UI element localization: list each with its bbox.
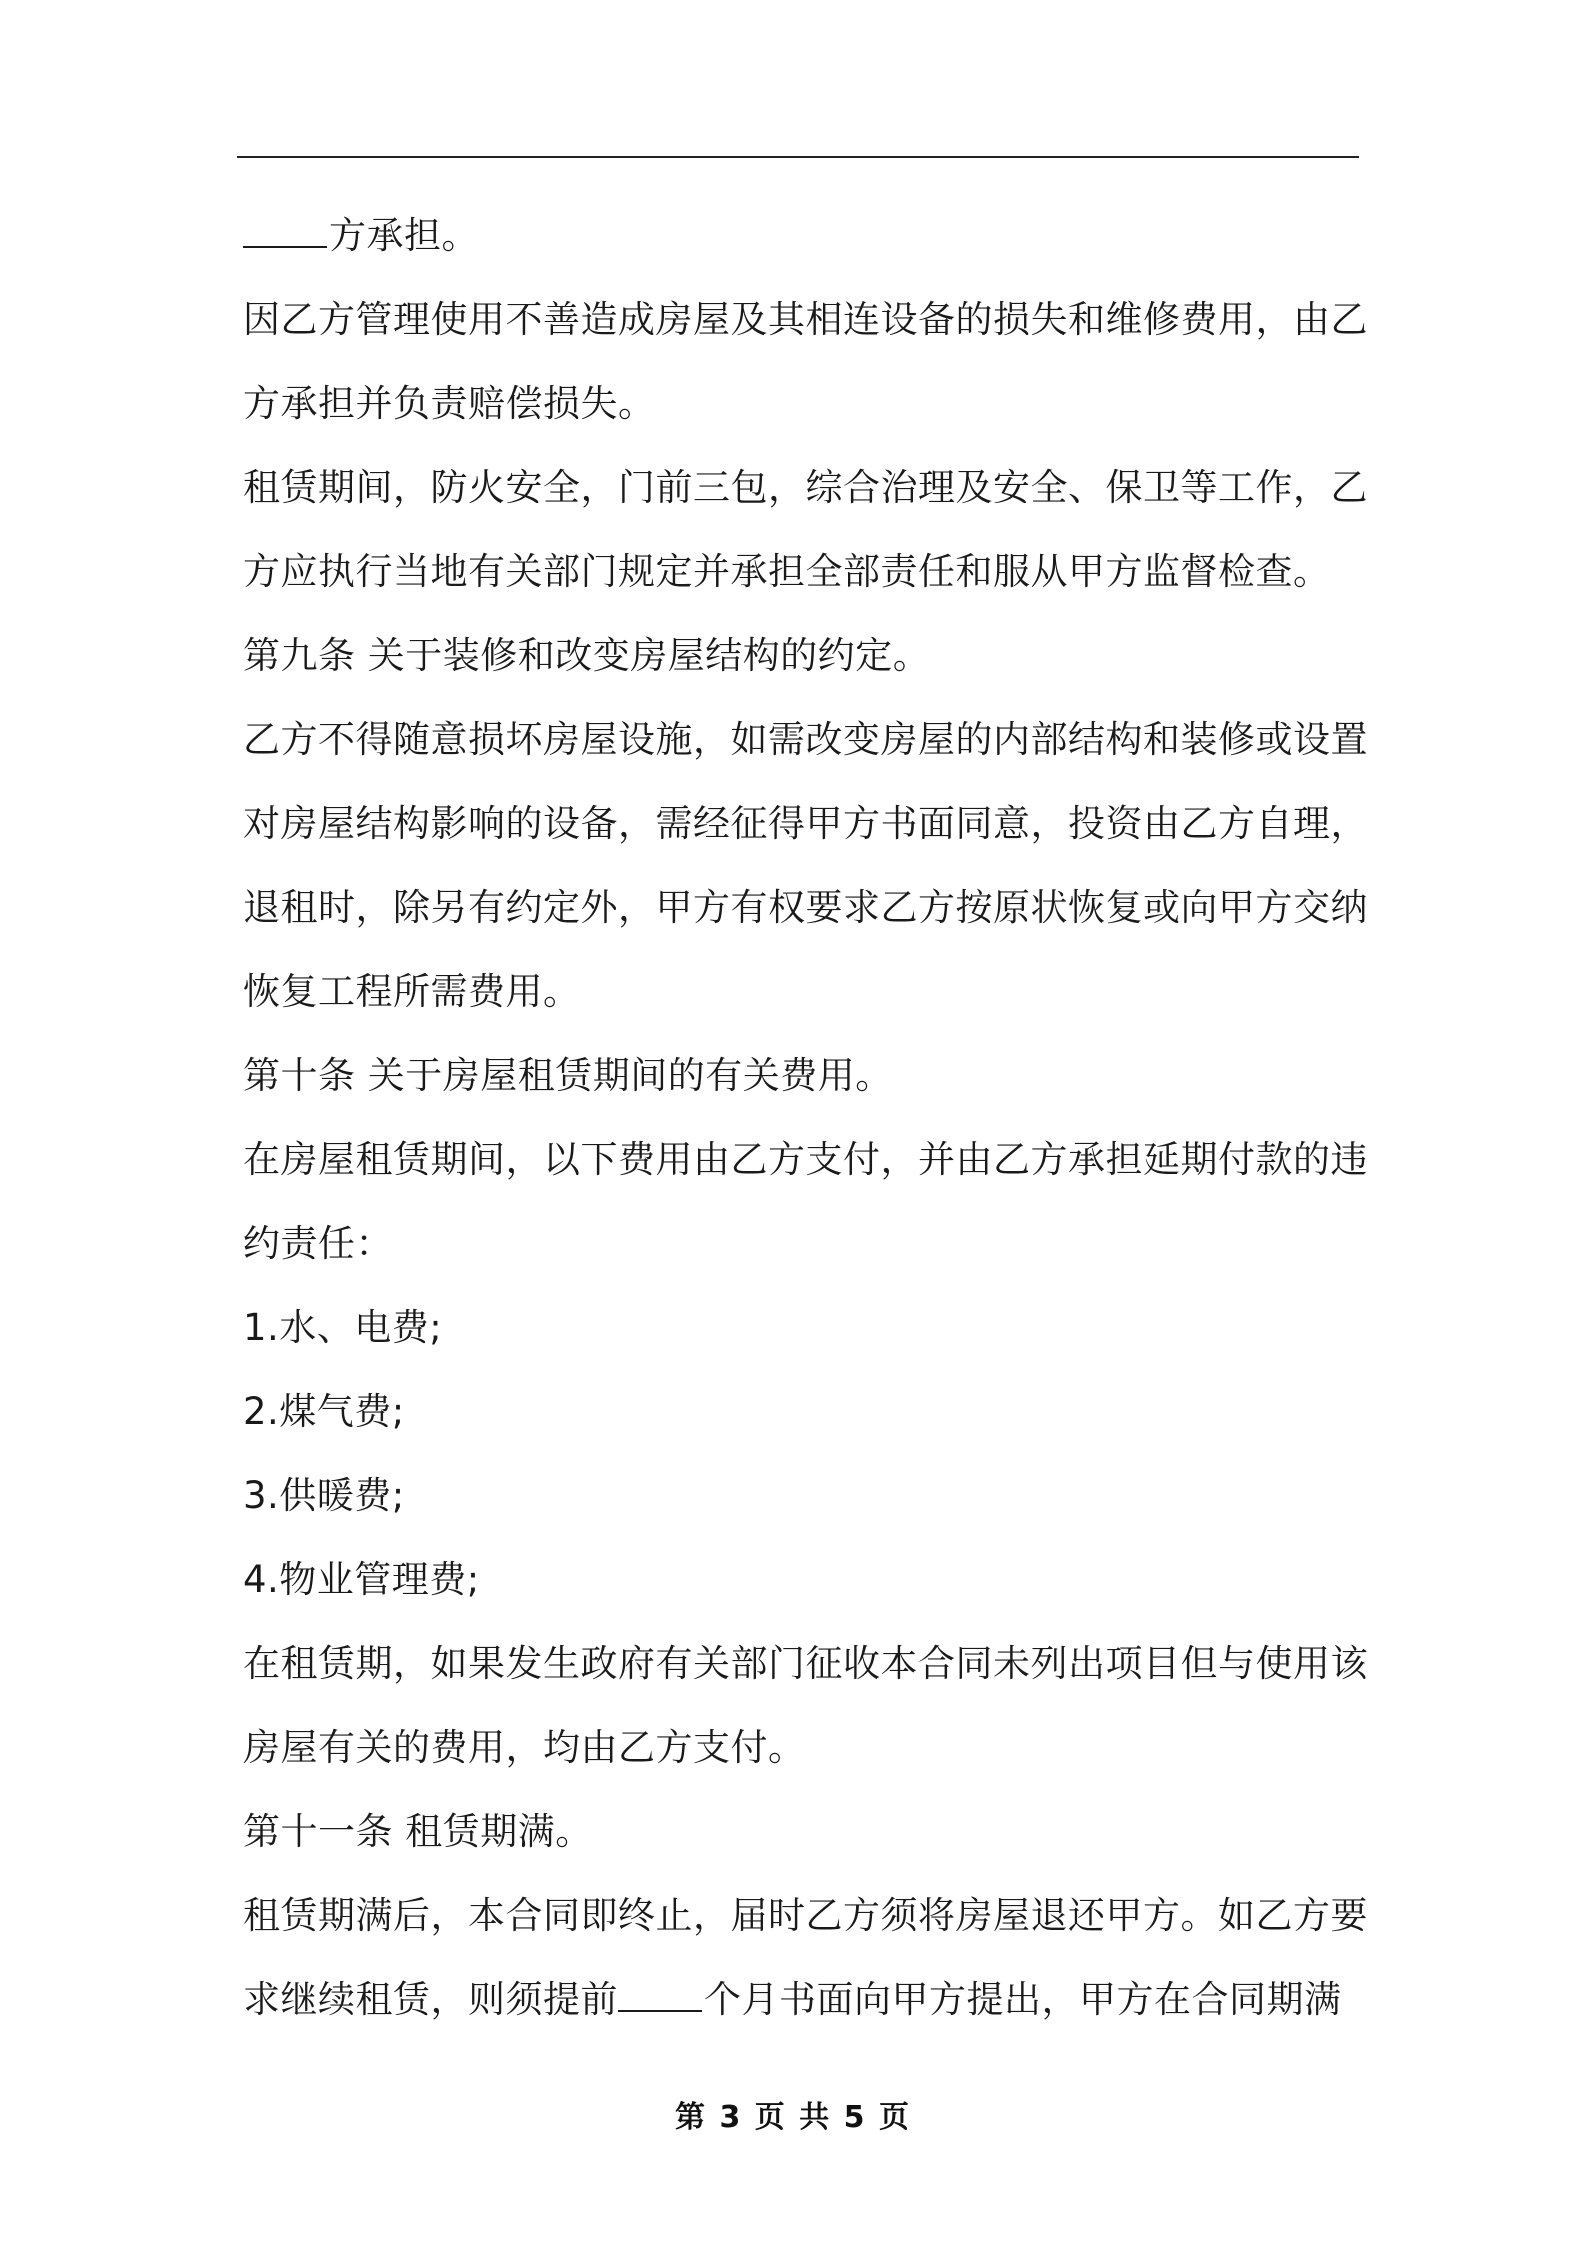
line-text: 求继续租赁，则须提前 bbox=[243, 1978, 618, 2021]
text-line: 租赁期满后，本合同即终止，届时乙方须将房屋退还甲方。如乙方要 bbox=[243, 1894, 1368, 1937]
page-number: 第 3 页 共 5 页 bbox=[675, 2100, 911, 2135]
document-body bbox=[243, 194, 1368, 2042]
article-heading: 第九条 关于装修和改变房屋结构的约定。 bbox=[243, 634, 931, 677]
text-line: 退租时，除另有约定外，甲方有权要求乙方按原状恢复或向甲方交纳 bbox=[243, 886, 1368, 929]
text-line bbox=[243, 1958, 1363, 2042]
text-line: 方应执行当地有关部门规定并承担全部责任和服从甲方监督检查。 bbox=[243, 550, 1331, 593]
text-line: 对房屋结构影响的设备，需经征得甲方书面同意，投资由乙方自理， bbox=[243, 802, 1368, 845]
header-rule bbox=[237, 156, 1359, 158]
text-line: 房屋有关的费用，均由乙方支付。 bbox=[243, 1726, 806, 1769]
fill-in-blank bbox=[243, 212, 327, 248]
text-line: 方承担并负责赔偿损失。 bbox=[243, 382, 656, 425]
article-heading: 第十一条 租赁期满。 bbox=[243, 1810, 593, 1853]
list-item: 3.供暖费; bbox=[243, 1474, 405, 1517]
text-line: 在房屋租赁期间，以下费用由乙方支付，并由乙方承担延期付款的违 bbox=[243, 1138, 1368, 1181]
text-line: 约责任： bbox=[243, 1222, 393, 1265]
list-item: 1.水、电费; bbox=[243, 1306, 443, 1349]
text-line: 乙方不得随意损坏房屋设施，如需改变房屋的内部结构和装修或设置 bbox=[243, 718, 1368, 761]
article-heading: 第十条 关于房屋租赁期间的有关费用。 bbox=[243, 1054, 893, 1097]
text-line: 租赁期间，防火安全，门前三包，综合治理及安全、保卫等工作，乙 bbox=[243, 466, 1368, 509]
fill-in-blank bbox=[618, 1976, 702, 2012]
line-text: 个月书面向甲方提出，甲方在合同期满 bbox=[704, 1978, 1342, 2021]
text-line: 恢复工程所需费用。 bbox=[243, 970, 581, 1013]
text-line: 在租赁期，如果发生政府有关部门征收本合同未列出项目但与使用该 bbox=[243, 1642, 1368, 1685]
list-item: 4.物业管理费; bbox=[243, 1558, 480, 1601]
list-item: 2.煤气费; bbox=[243, 1390, 405, 1433]
text-line: 因乙方管理使用不善造成房屋及其相连设备的损失和维修费用，由乙 bbox=[243, 298, 1368, 341]
line-text: 方承担。 bbox=[329, 214, 479, 257]
text-line bbox=[243, 194, 1363, 278]
